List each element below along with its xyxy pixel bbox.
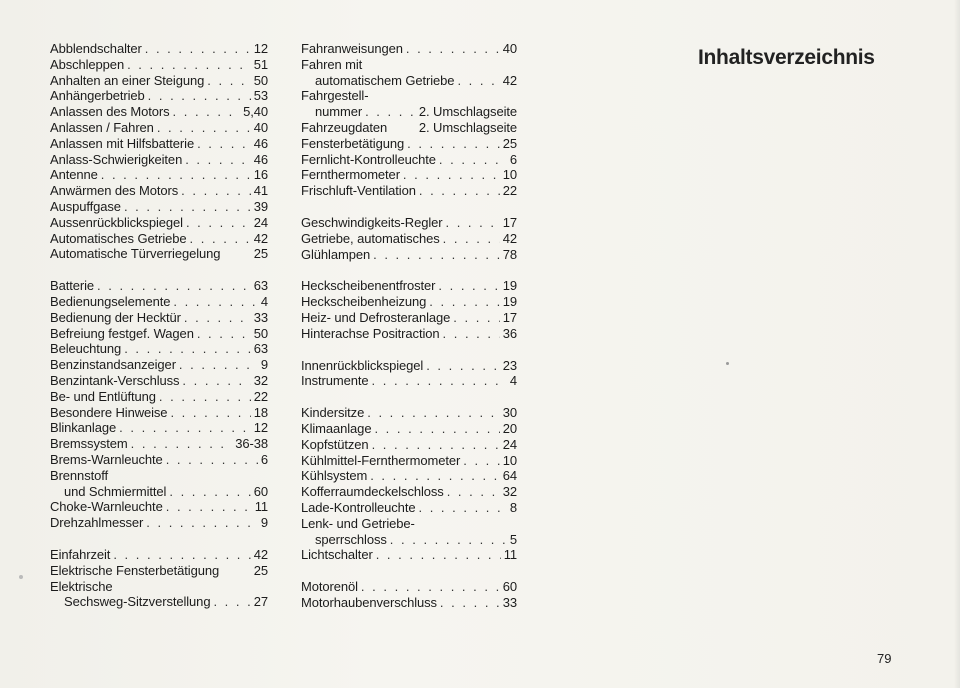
index-entry [301,405,517,421]
index-entry-label: automatischem Getriebe [315,72,455,88]
index-entry-label: Fahrgestell- [301,88,369,104]
index-entry-page: 42 [502,230,517,246]
index-entry-label: Kühlmittel-Fernthermometer [301,452,461,468]
index-entry-label: Klimaanlage [301,420,372,436]
index-entry [301,358,517,374]
index-entry [50,389,268,405]
index-entry-page: 33 [253,309,268,325]
index-entry-page: 63 [253,341,268,357]
index-entry-label: Kofferraumdeckelschloss [301,484,444,500]
index-entry [50,515,268,531]
leader-dots [457,73,499,89]
index-entry [50,104,268,120]
index-entry-label: Batterie [50,278,95,294]
index-entry-label: Kühlsystem [301,468,368,484]
index-entry [301,231,517,247]
index-entry-page: 50 [253,325,268,341]
index-entry-label: Motorhaubenverschluss [301,594,437,610]
leader-dots [145,41,251,57]
index-entry [50,357,268,373]
leader-dots [170,405,250,421]
index-entry [50,579,268,595]
index-entry [301,484,517,500]
index-entry [301,167,517,183]
page-title: Inhaltsverzeichnis [698,46,875,69]
index-entry-label: Brems-Warnleuchte [50,451,163,467]
index-entry [50,484,268,500]
index-entry-page: 17 [502,309,517,325]
leader-dots [443,326,500,342]
index-entry-label: Fahrzeugdaten [301,119,388,135]
index-entry-page: 19 [502,278,517,294]
index-entry-label: Befreiung festgef. Wagen [50,325,194,341]
index-entry-label: Auspuffgase [50,198,121,214]
index-entry [301,104,517,120]
leader-dots [148,88,251,104]
index-entry [50,88,268,104]
index-entry [50,310,268,326]
leader-dots [173,294,258,310]
index-entry-page: 78 [502,246,517,262]
index-entry [301,516,517,532]
index-entry-label: Antenne [50,167,98,183]
leader-dots [439,152,507,168]
index-entry [50,73,268,89]
leader-dots [440,595,500,611]
index-entry-label: sperrschloss [315,531,387,547]
leader-dots [438,278,499,294]
index-entry-page: 24 [253,214,268,230]
index-entry-page: 12 [253,41,268,56]
index-entry [50,326,268,342]
leader-dots [419,183,500,199]
index-entry-page: 25 [502,135,517,151]
index-entry-label: Elektrische [50,578,113,594]
leader-dots [166,499,252,515]
index-entry-label: Lade-Kontrolleuchte [301,499,416,515]
index-entry-label: Fensterbetätigung [301,135,405,151]
leader-dots [376,547,501,563]
leader-dots [390,532,507,548]
leader-dots [367,405,500,421]
leader-dots [185,152,251,168]
leader-dots [119,420,251,436]
index-entry-label: Bremssystem [50,436,128,452]
index-entry [50,183,268,199]
index-entry-label: Blinkanlage [50,420,117,436]
leader-dots [131,436,233,452]
index-entry-label: Brennstoff [50,467,109,483]
index-entry [301,73,517,89]
index-entry [301,294,517,310]
leader-dots [207,73,250,89]
leader-dots [181,183,251,199]
index-entry-page: 4 [260,293,268,309]
leader-dots [182,373,250,389]
leader-dots [184,310,251,326]
index-group [301,358,517,390]
index-entry [301,120,517,136]
index-entry-label: Anwärmen des Motors [50,183,179,199]
index-entry [50,420,268,436]
index-entry-label: Automatische Türverriegelung [50,246,221,262]
index-entry-label: Kindersitze [301,405,365,421]
index-entry-page: 36-38 [235,436,268,452]
leader-dots [406,41,500,57]
index-entry-page: 2. Umschlagseite [418,104,517,120]
index-entry-label: Bedienungselemente [50,293,171,309]
index-entry-page: 27 [253,594,268,610]
index-entry-page: 60 [502,579,517,595]
index-entry-page: 10 [502,452,517,468]
index-entry [50,246,268,262]
index-group [301,215,517,262]
index-entry [301,532,517,548]
index-entry-label: Anhängerbetrieb [50,88,145,104]
index-entry-page: 46 [253,135,268,151]
leader-dots [197,326,251,342]
index-entry-label: Fahranweisungen [301,41,403,56]
leader-dots [157,120,251,136]
leader-dots [372,373,507,389]
index-entry [50,405,268,421]
index-entry-label: Fernthermometer [301,167,400,183]
index-group [301,41,517,199]
index-entry-page: 19 [502,294,517,310]
index-entry-page: 9 [260,357,268,373]
index-entry-label: Anlassen mit Hilfsbatterie [50,135,195,151]
index-entry [301,500,517,516]
leader-dots [159,389,251,405]
index-entry [301,421,517,437]
index-entry-label: Fahren mit [301,56,363,72]
index-entry [50,294,268,310]
index-group [301,278,517,341]
leader-dots [173,104,241,120]
leader-dots [361,579,500,595]
index-entry [50,199,268,215]
index-group [50,41,268,262]
index-entry-label: Glühlampen [301,246,371,262]
index-entry-label: Getriebe, automatisches [301,230,440,246]
leader-dots [101,167,251,183]
index-entry-label: Choke-Warnleuchte [50,499,163,515]
index-entry [301,88,517,104]
index-entry [301,547,517,563]
paper-speck [19,575,23,579]
index-entry [301,136,517,152]
index-entry [50,499,268,515]
index-entry [50,436,268,452]
leader-dots [146,515,258,531]
index-group [301,405,517,563]
leader-dots [453,310,499,326]
index-entry-page: 46 [253,151,268,167]
index-group [50,278,268,531]
index-entry-page: 60 [253,483,268,499]
paper-speck [726,362,729,365]
index-entry-label: Innenrückblickspiegel [301,357,424,373]
index-entry-page: 63 [253,278,268,294]
index-entry-page: 25 [253,562,268,578]
index-entry [50,547,268,563]
index-entry-page: 64 [502,468,517,484]
index-entry-page: 12 [253,420,268,436]
leader-dots [418,500,506,516]
index-entry-page: 22 [502,183,517,199]
index-entry-label: Heiz- und Defrosteranlage [301,309,451,325]
index-entry-label: Anlass-Schwierigkeiten [50,151,183,167]
index-entry-page: 11 [254,499,268,515]
index-entry-label: Be- und Entlüftung [50,388,156,404]
index-entry [50,41,268,57]
index-entry [50,594,268,610]
index-entry-page: 40 [502,41,517,56]
index-entry [50,136,268,152]
index-entry-page: 4 [509,373,517,389]
index-entry-label: Heckscheibenheizung [301,294,427,310]
index-entry-page: 51 [253,56,268,72]
leader-dots [374,421,499,437]
index-entry-label: Anlassen des Motors [50,104,170,120]
index-entry-page: 8 [509,499,517,515]
index-entry-page: 42 [253,546,268,562]
index-entry [301,453,517,469]
leader-dots [443,231,500,247]
index-entry [301,437,517,453]
index-entry-page: 11 [503,547,517,563]
index-entry-page: 33 [502,594,517,610]
leader-dots [169,484,250,500]
index-entry [301,152,517,168]
leader-dots [179,357,258,373]
index-entry-label: Geschwindigkeits-Regler [301,214,443,230]
index-entry [301,310,517,326]
leader-dots [166,452,258,468]
index-entry-page: 10 [502,167,517,183]
index-entry [301,468,517,484]
index-entry-page: 17 [502,214,517,230]
leader-dots [429,294,499,310]
index-entry-label: Lenk- und Getriebe- [301,515,415,531]
index-column-left [50,41,268,626]
index-entry [301,41,517,57]
leader-dots [370,468,500,484]
leader-dots [113,547,250,563]
index-entry [301,247,517,263]
index-entry-label: Einfahrzeit [50,546,111,562]
index-entry-label: Hinterachse Positraction [301,325,440,341]
leader-dots [463,453,500,469]
index-entry-page: 42 [253,230,268,246]
index-entry [301,57,517,73]
index-entry-page: 23 [502,357,517,373]
index-entry-label: Abschleppen [50,56,125,72]
index-entry-label: Anhalten an einer Steigung [50,72,205,88]
index-entry-label: Sechsweg-Sitzverstellung [64,594,211,610]
leader-dots [197,136,251,152]
index-entry-label: Instrumente [301,373,369,389]
index-entry-page: 5,40 [243,104,268,120]
index-entry-page: 32 [253,372,268,388]
index-entry [50,468,268,484]
index-entry [50,167,268,183]
index-entry-page: 22 [253,388,268,404]
index-entry-label: Kopfstützen [301,436,369,452]
leader-dots [447,484,500,500]
index-entry-page: 42 [502,72,517,88]
index-entry-label: Bedienung der Hecktür [50,309,181,325]
index-entry-page: 6 [260,451,268,467]
index-entry-page: 30 [502,405,517,421]
index-entry-page: 39 [253,198,268,214]
paper-edge [954,0,960,688]
leader-dots [97,278,251,294]
leader-dots [407,136,500,152]
leader-dots [190,231,251,247]
index-entry [50,452,268,468]
index-column-middle [301,41,517,627]
index-entry-page: 50 [253,72,268,88]
index-entry-page: 32 [502,484,517,500]
index-entry-page: 24 [502,436,517,452]
index-entry-label: Automatisches Getriebe [50,230,187,246]
index-entry-label: Drehzahlmesser [50,515,144,531]
index-entry-page: 2. Umschlagseite [418,119,517,135]
index-entry-label: Abblendschalter [50,41,142,56]
index-entry-label: Anlassen / Fahren [50,119,154,135]
leader-dots [372,437,500,453]
index-entry-page: 16 [253,167,268,183]
page-number: 79 [877,651,892,666]
leader-dots [186,215,251,231]
index-entry [301,278,517,294]
index-group [301,579,517,611]
index-entry [301,326,517,342]
index-entry-label: Motorenöl [301,579,358,595]
index-entry-page: 25 [253,246,268,262]
index-entry [50,57,268,73]
index-entry [50,120,268,136]
index-entry-page: 18 [253,404,268,420]
index-entry-label: Lichtschalter [301,547,373,563]
leader-dots [124,199,251,215]
index-entry [50,278,268,294]
index-entry-label: und Schmiermittel [64,483,167,499]
leader-dots [365,104,416,120]
index-entry-label: Fernlicht-Kontrolleuchte [301,151,436,167]
index-entry-label: Frischluft-Ventilation [301,183,416,199]
index-entry-page: 9 [260,515,268,531]
index-entry-page: 53 [253,88,268,104]
index-entry [301,579,517,595]
leader-dots [127,57,251,73]
index-entry-label: Besondere Hinweise [50,404,168,420]
leader-dots [403,167,500,183]
index-entry [50,215,268,231]
index-entry [50,563,268,579]
index-entry-label: Aussenrückblickspiegel [50,214,183,230]
index-entry-page: 5 [509,531,517,547]
index-entry [50,341,268,357]
index-entry-label: Benzinstandsanzeiger [50,357,176,373]
index-entry [301,215,517,231]
index-entry-page: 20 [502,420,517,436]
index-entry-label: Heckscheibenentfroster [301,278,436,294]
index-entry [50,373,268,389]
index-entry-page: 41 [253,183,268,199]
index-entry [301,183,517,199]
index-entry-page: 36 [502,325,517,341]
leader-dots [445,215,499,231]
leader-dots [124,341,251,357]
leader-dots [373,247,500,263]
index-entry-label: nummer [315,104,363,120]
index-entry [301,373,517,389]
index-entry-label: Elektrische Fensterbetätigung [50,562,220,578]
index-entry [50,231,268,247]
leader-dots [213,594,250,610]
index-entry-label: Benzintank-Verschluss [50,372,180,388]
index-entry-page: 6 [509,151,517,167]
index-entry [301,595,517,611]
index-group [50,547,268,610]
index-entry-label: Beleuchtung [50,341,122,357]
index-entry-page: 40 [253,119,268,135]
index-entry [50,152,268,168]
leader-dots [426,358,500,374]
